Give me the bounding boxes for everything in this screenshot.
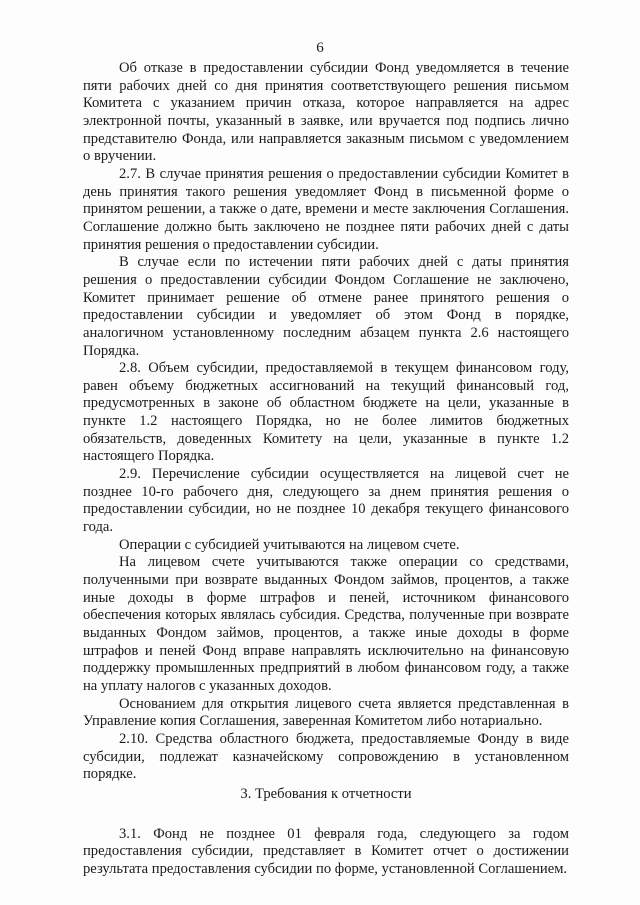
paragraph-personal-account: На лицевом счете учитываются также операции со средствами, полученными при возврате выданных Фондом займов, процентов, а также иные доходы в форме штрафов и пеней, источником финансового обеспечения которых являлась субсидия. Средства, полученные при возврате выданных Фондом займов, процентов, а также иные доходы в форме штрафов и пеней Фонд вправе направлять исключительно на финансовую поддержку промышленных предприятий в любом финансовом году, а также на уплату налогов с указанных доходов. <box>83 554 569 694</box>
paragraph-2-7: 2.7. В случае принятия решения о предоставлении субсидии Комитет в день принятия такого решения уведомляет Фонд в письменной форме о принятом решении, а также о дате, времени и месте заключения Соглашения. Соглашение должно быть заключено не позднее пяти рабочих дней с даты принятия решения о предоставлении субсидии. <box>83 165 569 253</box>
paragraph-account-basis: Основанием для открытия лицевого счета является представленная в Управление копия Соглашения, заверенная Комитетом либо нотариально. <box>83 695 569 730</box>
paragraph-refusal-notice: Об отказе в предоставлении субсидии Фонд уведомляется в течение пяти рабочих дней со дня принятия соответствующего решения письмом Комитета с указанием причин отказа, которое направляется на адрес электронной почты, указанный в заявке, или вручается под подпись лично представителю Фонда, или направляется заказным письмом с уведомлением о вручении. <box>83 60 569 165</box>
paragraph-2-10: 2.10. Средства областного бюджета, предоставляемые Фонду в виде субсидии, подлежат казначейскому сопровождению в установленном порядке. <box>83 730 569 783</box>
paragraph-agreement-not-concluded: В случае если по истечении пяти рабочих дней с даты принятия решения о предоставлении субсидии Фондом Соглашение не заключено, Комитет принимает решение об отмене ранее принятого решения о предоставлении субсидии и уведомляет об этом Фонд в порядке, аналогичном установленному последним абзацем пункта 2.6 настоящего Порядка. <box>83 254 569 359</box>
paragraph-operations: Операции с субсидией учитываются на лицевом счете. <box>119 536 460 553</box>
document-body <box>83 60 569 879</box>
paragraph-3-1: 3.1. Фонд не позднее 01 февраля года, следующего за годом предоставления субсидии, представляет в Комитет отчет о достижении результата предоставления субсидии по форме, установленной Соглашением. <box>83 825 569 877</box>
paragraph-2-8: 2.8. Объем субсидии, предоставляемой в текущем финансовом году, равен объему бюджетных ассигнований на текущий финансовый год, предусмотренных в законе об областном бюджете на цели, указанные в пункте 1.2 настоящего Порядка, но не более лимитов бюджетных обязательств, доведенных Комитету на цели, указанные в пункте 1.2 настоящего Порядка. <box>83 360 569 465</box>
section-heading: 3. Требования к отчетности <box>240 785 412 802</box>
page-number: 6 <box>316 40 324 56</box>
paragraph-2-9: 2.9. Перечисление субсидии осуществляется на лицевой счет не позднее 10-го рабочего дня, следующего за днем принятия решения о предоставлении субсидии, но не позднее 10 декабря текущего финансового года. <box>83 466 569 536</box>
